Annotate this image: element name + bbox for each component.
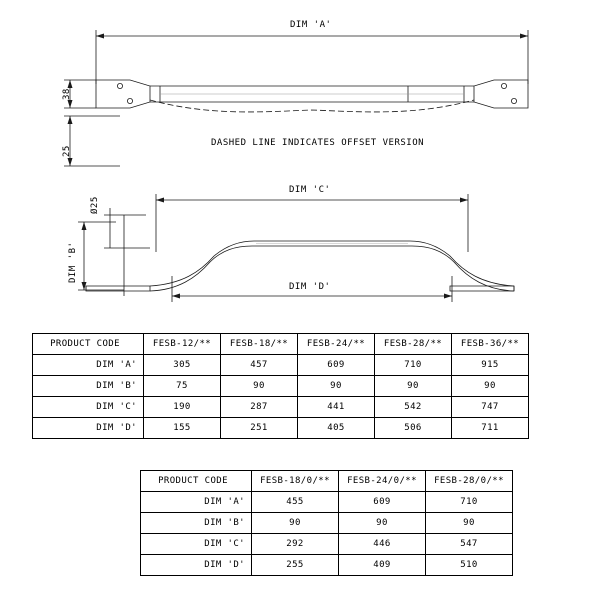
table-cell: 441	[298, 397, 375, 418]
table-row	[33, 418, 529, 439]
table-cell: 446	[339, 534, 426, 555]
diameter-25-label: Ø25	[90, 196, 100, 214]
table-cell: 609	[339, 492, 426, 513]
table-row	[141, 555, 513, 576]
table-col-header: FESB-28/0/**	[426, 471, 513, 492]
spec-table-standard	[32, 333, 529, 439]
table-col-header: FESB-18/0/**	[252, 471, 339, 492]
table-cell: 510	[426, 555, 513, 576]
table-cell: 455	[252, 492, 339, 513]
table-header-row	[33, 334, 529, 355]
table-row	[33, 355, 529, 376]
table-cell: 90	[426, 513, 513, 534]
table-cell: 542	[375, 397, 452, 418]
table-row-header: DIM 'C'	[33, 397, 144, 418]
table-cell: 90	[298, 376, 375, 397]
table-cell: 90	[252, 513, 339, 534]
table-col-header: PRODUCT CODE	[141, 471, 252, 492]
dim-25-height	[64, 116, 120, 166]
table-cell: 292	[252, 534, 339, 555]
spec-table-offset	[140, 470, 513, 576]
table-col-header: PRODUCT CODE	[33, 334, 144, 355]
offset-version-note: DASHED LINE INDICATES OFFSET VERSION	[211, 138, 425, 148]
table-cell: 155	[144, 418, 221, 439]
dim-a-dimension-line	[96, 30, 528, 84]
table-col-header: FESB-18/**	[221, 334, 298, 355]
table-cell: 506	[375, 418, 452, 439]
table-cell: 90	[452, 376, 529, 397]
table-cell: 409	[339, 555, 426, 576]
handrail-plan-outline	[96, 80, 528, 108]
table-row-header: DIM 'C'	[141, 534, 252, 555]
dim-c-label: DIM 'C'	[289, 185, 331, 195]
table-cell: 915	[452, 355, 529, 376]
table-row	[33, 397, 529, 418]
fixing-holes	[117, 83, 516, 103]
table-col-header: FESB-28/**	[375, 334, 452, 355]
dim-b-label: DIM 'B'	[68, 241, 78, 283]
table-row	[141, 492, 513, 513]
table-cell: 287	[221, 397, 298, 418]
table-cell: 90	[339, 513, 426, 534]
table-cell: 711	[452, 418, 529, 439]
table-cell: 457	[221, 355, 298, 376]
table-cell: 251	[221, 418, 298, 439]
table-cell: 75	[144, 376, 221, 397]
table-cell: 305	[144, 355, 221, 376]
dim-25-label: 25	[62, 145, 72, 157]
table-row-header: DIM 'D'	[33, 418, 144, 439]
table-cell: 190	[144, 397, 221, 418]
table-row	[33, 376, 529, 397]
table-col-header: FESB-24/0/**	[339, 471, 426, 492]
table-cell: 547	[426, 534, 513, 555]
table-col-header: FESB-36/**	[452, 334, 529, 355]
table-cell: 609	[298, 355, 375, 376]
table-row-header: DIM 'A'	[33, 355, 144, 376]
table-row-header: DIM 'B'	[141, 513, 252, 534]
table-cell: 710	[426, 492, 513, 513]
dim-a-label: DIM 'A'	[290, 20, 332, 30]
table-row	[141, 513, 513, 534]
table-cell: 255	[252, 555, 339, 576]
table-cell: 90	[221, 376, 298, 397]
table-row-header: DIM 'D'	[141, 555, 252, 576]
diameter-25-leader	[104, 208, 150, 248]
dim-b-dimension-line	[78, 222, 124, 290]
table-row	[141, 534, 513, 555]
table-cell: 710	[375, 355, 452, 376]
table-row-header: DIM 'B'	[33, 376, 144, 397]
table-row-header: DIM 'A'	[141, 492, 252, 513]
table-col-header: FESB-12/**	[144, 334, 221, 355]
table-header-row	[141, 471, 513, 492]
dim-d-label: DIM 'D'	[289, 282, 331, 292]
table-cell: 90	[375, 376, 452, 397]
table-cell: 747	[452, 397, 529, 418]
table-cell: 405	[298, 418, 375, 439]
dim-38-label: 38	[62, 88, 72, 100]
table-col-header: FESB-24/**	[298, 334, 375, 355]
